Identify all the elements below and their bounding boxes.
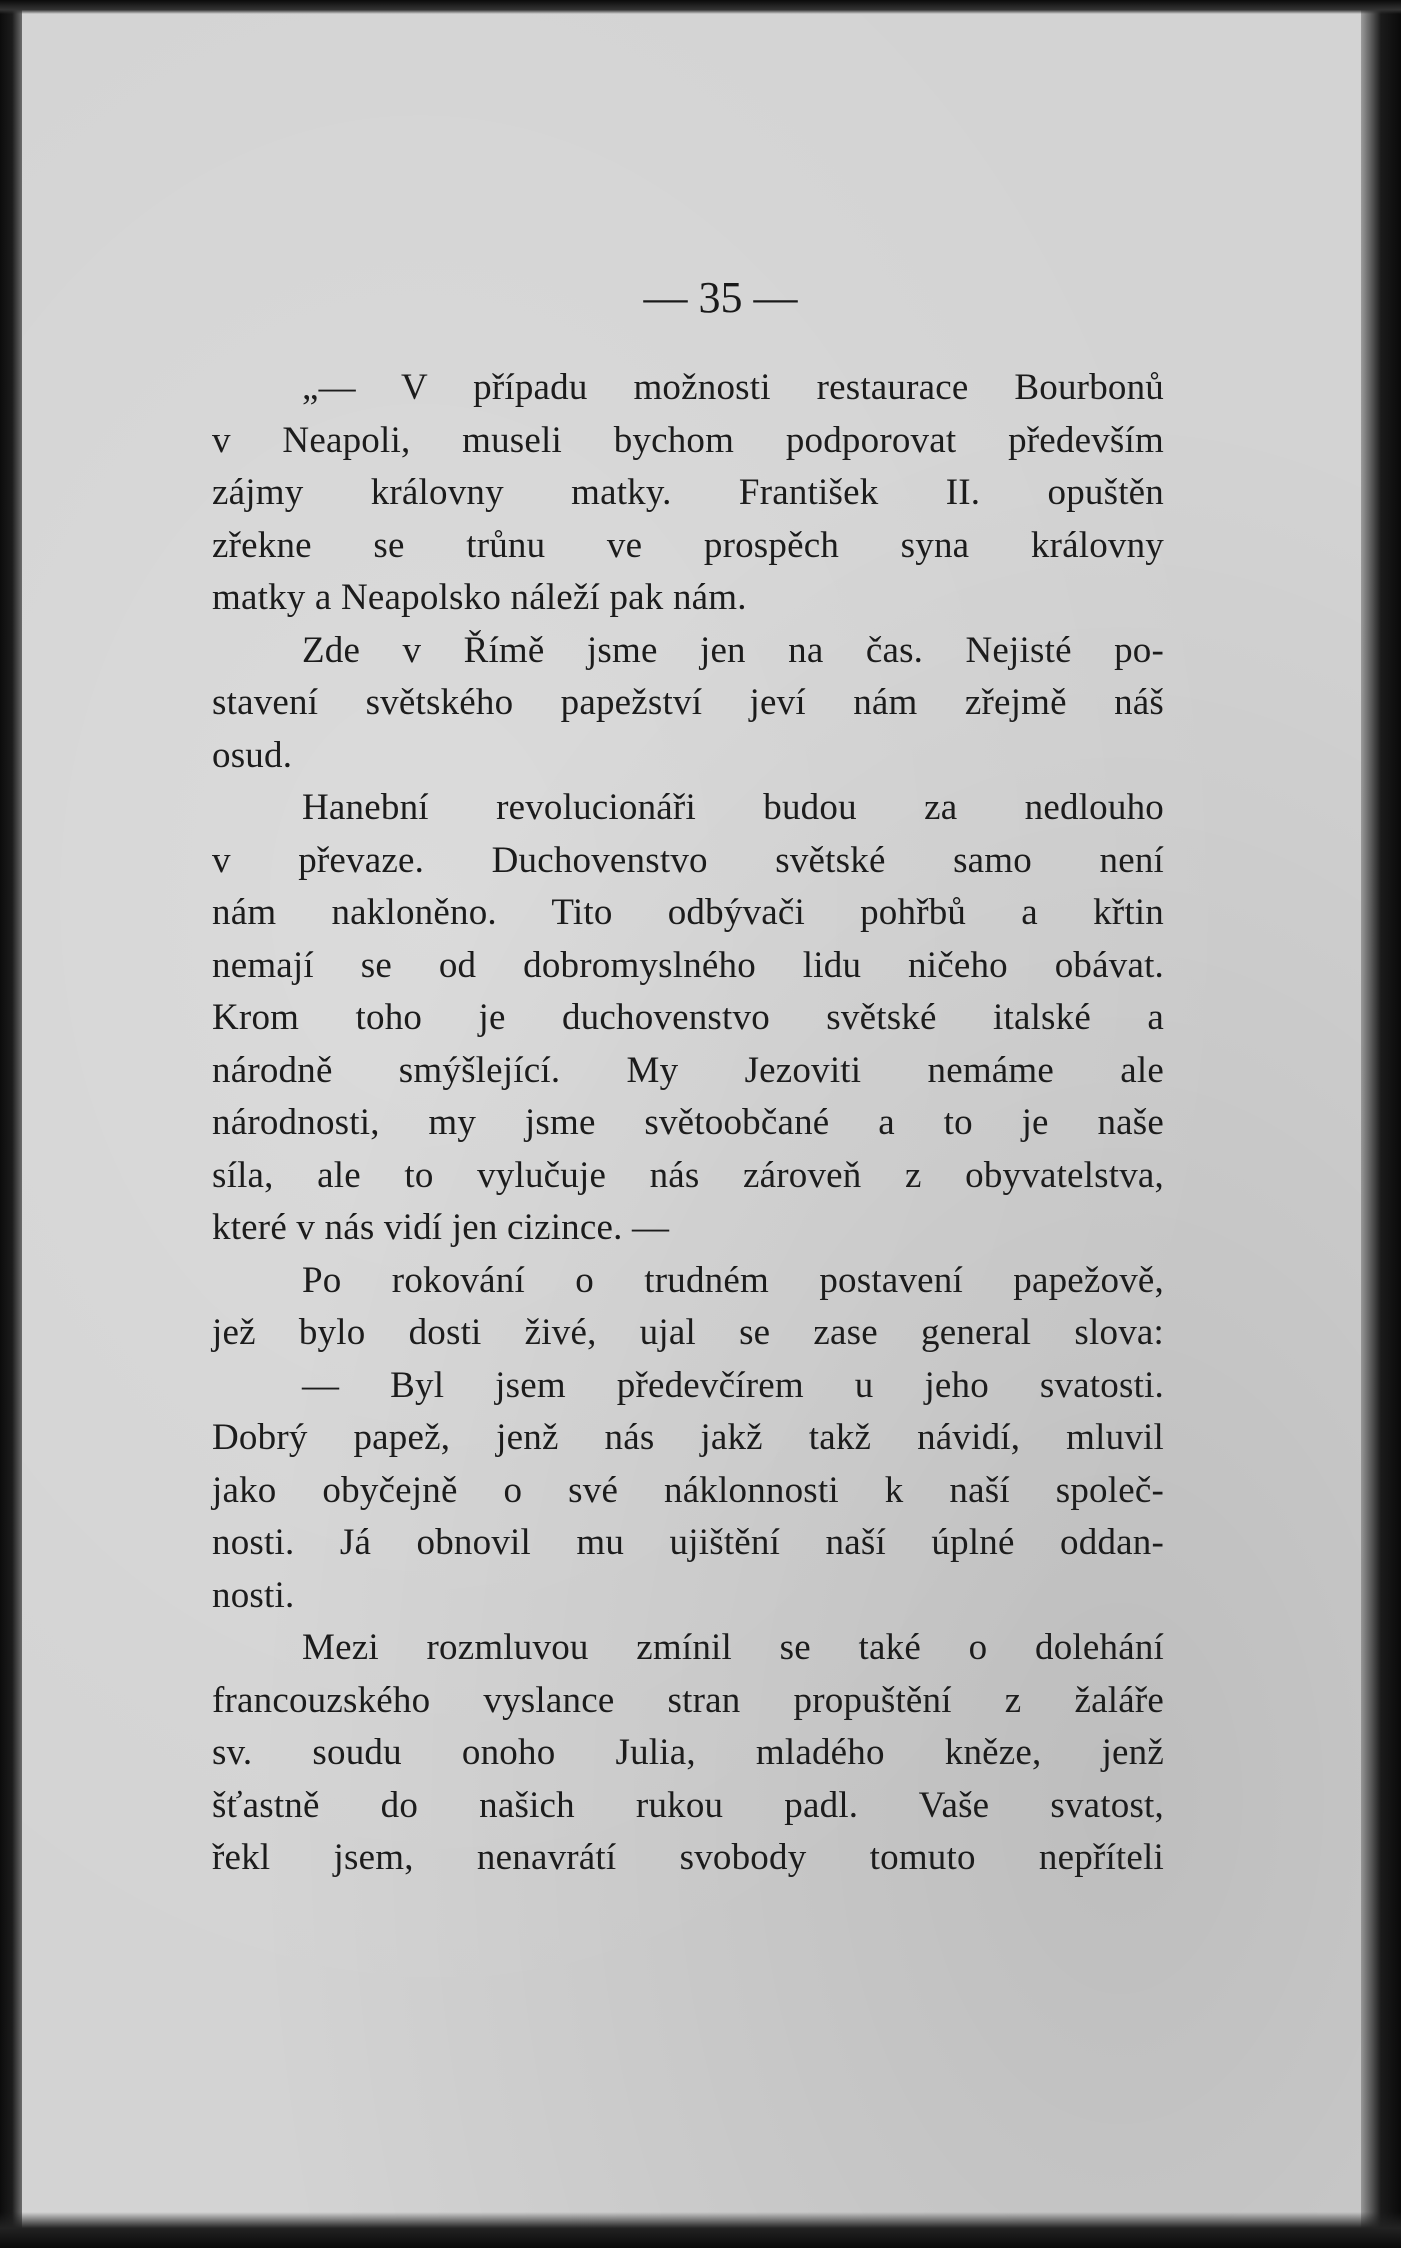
text-line: zřekne se trůnu ve prospěch syna královny bbox=[212, 524, 1164, 566]
text-line: Krom toho je duchovenstvo světské italské a bbox=[212, 997, 1164, 1038]
text-line: národnosti, my jsme světoobčané a to je naše bbox=[212, 1102, 1164, 1143]
text-line: národně smýšlející. My Jezoviti nemáme ale bbox=[212, 1049, 1164, 1091]
text-line: jako obyčejně o své náklonnosti k naší společ- bbox=[212, 1469, 1164, 1511]
scan-edge-top bbox=[0, 0, 1401, 14]
text-line: Hanební revolucionáři budou za nedlouho bbox=[302, 787, 1164, 828]
text-line: matky a Neapolsko náleží pak nám. bbox=[212, 577, 747, 618]
scan-edge-left bbox=[0, 0, 22, 2248]
text-line: které v nás vidí jen cizince. — bbox=[212, 1207, 670, 1248]
scan-edge-bottom bbox=[0, 2212, 1401, 2248]
text-line: sv. soudu onoho Julia, mladého kněze, jenž bbox=[212, 1732, 1164, 1773]
text-line: řekl jsem, nenavrátí svobody tomuto nepříteli bbox=[212, 1837, 1164, 1878]
text-line: šťastně do našich rukou padl. Vaše svatost, bbox=[212, 1784, 1164, 1826]
text-line: — Byl jsem předevčírem u jeho svatosti. bbox=[302, 1364, 1164, 1406]
text-line: nemají se od dobromyslného lidu ničeho obávat. bbox=[212, 944, 1164, 986]
text-line: Mezi rozmluvou zmínil se také o dolehání bbox=[302, 1627, 1164, 1668]
text-line: „— V případu možnosti restaurace Bourbonů bbox=[302, 367, 1164, 408]
text-line: Po rokování o trudném postavení papežově, bbox=[302, 1259, 1164, 1301]
text-line: jež bylo dosti živé, ujal se zase general slova: bbox=[212, 1312, 1164, 1353]
text-line: stavení světského papežství jeví nám zřejmě náš bbox=[212, 682, 1164, 723]
text-line: nosti. Já obnovil mu ujištění naší úplné oddan- bbox=[212, 1522, 1164, 1563]
text-line: Zde v Římě jsme jen na čas. Nejisté po- bbox=[302, 629, 1164, 671]
page-number: — 35 — bbox=[643, 273, 798, 322]
text-line: síla, ale to vylučuje nás zároveň z obyvatelstva, bbox=[212, 1154, 1164, 1196]
body-text bbox=[212, 362, 1164, 1885]
text-line: v převaze. Duchovenstvo světské samo není bbox=[212, 839, 1164, 881]
text-line: nosti. bbox=[212, 1574, 295, 1616]
text-line: zájmy královny matky. František II. opuštěn bbox=[212, 472, 1164, 513]
scan-edge-right bbox=[1361, 0, 1401, 2248]
text-line: francouzského vyslance stran propuštění z žaláře bbox=[212, 1679, 1164, 1721]
text-line: Dobrý papež, jenž nás jakž takž návidí, mluvil bbox=[212, 1417, 1164, 1458]
text-line: v Neapoli, museli bychom podporovat především bbox=[212, 419, 1164, 461]
text-line: osud. bbox=[212, 734, 293, 776]
text-line: nám nakloněno. Tito odbývači pohřbů a křtin bbox=[212, 892, 1164, 933]
